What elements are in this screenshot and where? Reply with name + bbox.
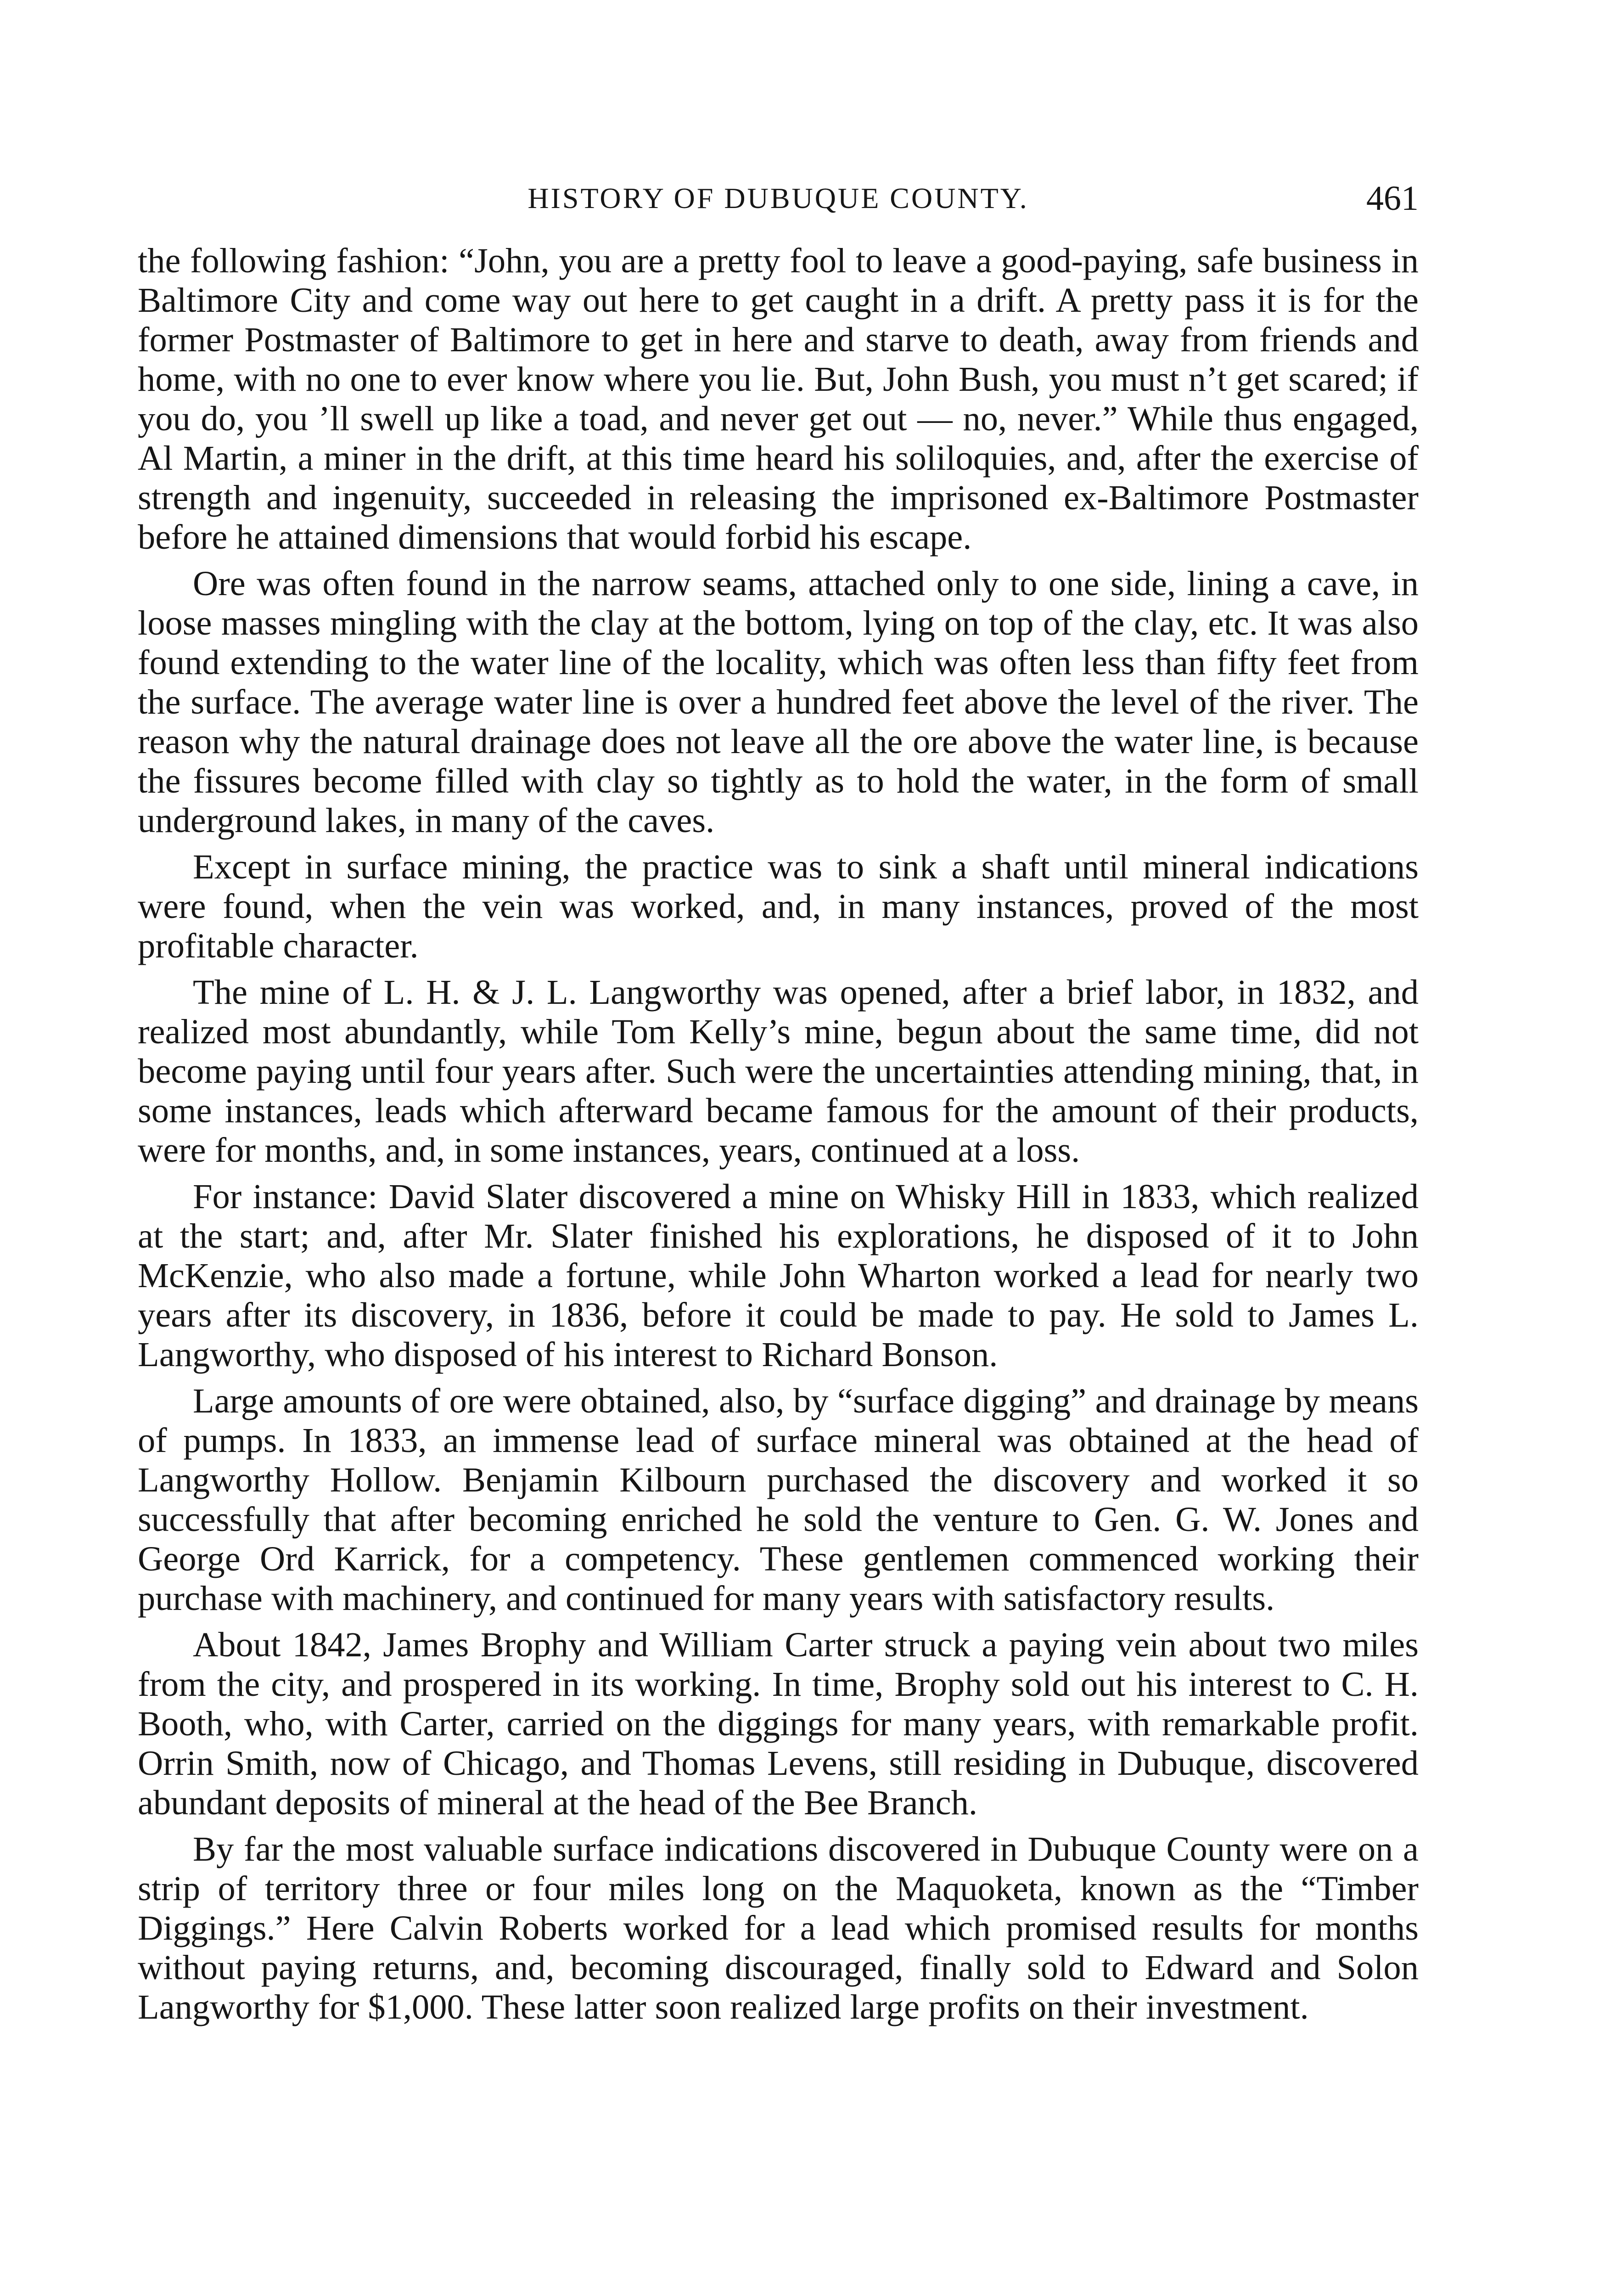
paragraph-whisky-hill: For instance: David Slater discovered a mine on Whisky Hill in 1833, which realized at the start; and, after Mr. Slater finished his explorations, he disposed of it to John McKenzie, who also made a fortune, while John Wharton worked a lead for nearly two years after its discovery, in 1836, before it could be made to pay. He sold to James L. Langworthy, who disposed of his interest to Richard Bonson. (138, 1177, 1419, 1374)
page-header (138, 181, 1419, 232)
paragraph-continuation: the following fashion: “John, you are a pretty fool to leave a good-paying, safe business in Baltimore City and come way out here to get caught in a drift. A pretty pass it is for the former Postmaster of Baltimore to get in here and starve to death, away from friends and home, with no one to ever know where you lie. But, John Bush, you must n’t get scared; if you do, you ’ll swell up like a toad, and never get out — no, never.” While thus engaged, Al Martin, a miner in the drift, at this time heard his soliloquies, and, after the exercise of strength and ingenuity, succeeded in releasing the imprisoned ex-Baltimore Postmaster before he attained dimensions that would forbid his escape. (138, 241, 1419, 557)
paragraph-timber-diggings: By far the most valuable surface indications discovered in Dubuque County were on a strip of territory three or four miles long on the Maquoketa, known as the “Timber Diggings.” Here Calvin Roberts worked for a lead which promised results for months without paying returns, and, becoming discouraged, finally sold to Edward and Solon Langworthy for $1,000. These latter soon realized large profits on their investment. (138, 1829, 1419, 2026)
paragraph-shaft-sinking: Except in surface mining, the practice was to sink a shaft until mineral indications were found, when the vein was worked, and, in many instances, proved of the most profitable character. (138, 847, 1419, 965)
body-text (138, 241, 1419, 2027)
paragraph-langworthy-mine: The mine of L. H. & J. L. Langworthy was opened, after a brief labor, in 1832, and realized most abundantly, while Tom Kelly’s mine, begun about the same time, did not become paying until four years after. Such were the uncertainties attending mining, that, in some instances, leads which afterward became famous for the amount of their products, were for months, and, in some instances, years, continued at a loss. (138, 973, 1419, 1170)
running-title: HISTORY OF DUBUQUE COUNTY. (527, 182, 1029, 214)
page-number: 461 (1366, 179, 1419, 218)
book-page (138, 181, 1419, 2034)
paragraph-brophy-carter: About 1842, James Brophy and William Carter struck a paying vein about two miles from the city, and prospered in its working. In time, Brophy sold out his interest to C. H. Booth, who, with Carter, carried on the diggings for many years, with remarkable profit. Orrin Smith, now of Chicago, and Thomas Levens, still residing in Dubuque, discovered abundant deposits of mineral at the head of the Bee Branch. (138, 1625, 1419, 1822)
paragraph-ore-deposits: Ore was often found in the narrow seams, attached only to one side, lining a cave, in loose masses mingling with the clay at the bottom, lying on top of the clay, etc. It was also found extending to the water line of the locality, which was often less than fifty feet from the surface. The average water line is over a hundred feet above the level of the river. The reason why the natural drainage does not leave all the ore above the water line, is because the fissures become filled with clay so tightly as to hold the water, in the form of small underground lakes, in many of the caves. (138, 564, 1419, 840)
paragraph-surface-digging: Large amounts of ore were obtained, also, by “surface digging” and drainage by means of pumps. In 1833, an immense lead of surface mineral was obtained at the head of Langworthy Hollow. Benjamin Kilbourn purchased the discovery and worked it so successfully that after becoming enriched he sold the venture to Gen. G. W. Jones and George Ord Karrick, for a competency. These gentlemen commenced working their purchase with machinery, and continued for many years with satisfactory results. (138, 1381, 1419, 1618)
